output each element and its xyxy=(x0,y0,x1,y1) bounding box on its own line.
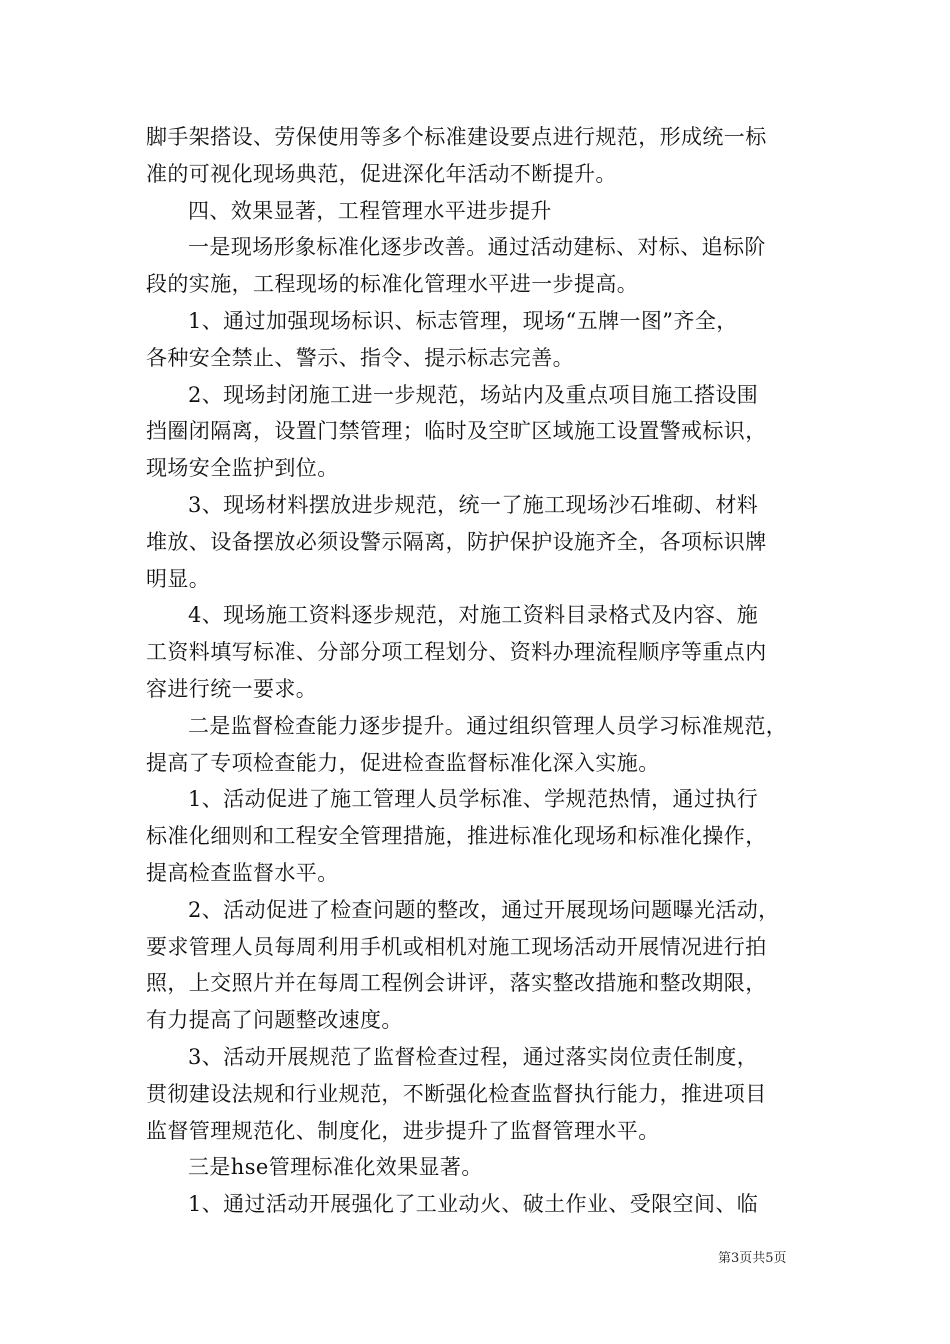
text-line: 工资料填写标准、分部分项工程划分、资料办理流程顺序等重点内 xyxy=(146,640,767,665)
text-line: 照，上交照片并在每周工程例会讲评，落实整改措施和整改期限， xyxy=(146,971,767,996)
text-line: 贯彻建设法规和行业规范，不断强化检查监督执行能力，推进项目 xyxy=(146,1081,767,1106)
page-number: 第3页共5页 xyxy=(718,1251,787,1266)
text-line: 一是现场形象标准化逐步改善。通过活动建标、对标、追标阶 xyxy=(188,235,766,260)
text-line: 要求管理人员每周利用手机或相机对施工现场活动开展情况进行拍 xyxy=(146,934,767,959)
text-line: 明显。 xyxy=(146,566,211,591)
text-line: 容进行统一要求。 xyxy=(146,676,318,701)
text-line: 3、现场材料摆放进步规范，统一了施工现场沙石堆砌、材料 xyxy=(188,492,759,517)
text-line: 提高检查监督水平。 xyxy=(146,860,339,885)
text-line: 1、通过加强现场标识、标志管理，现场“五牌一图”齐全， xyxy=(188,308,738,333)
section-heading: 四、效果显著，工程管理水平进步提升 xyxy=(188,198,552,223)
text-line: 监督管理规范化、制度化，进步提升了监督管理水平。 xyxy=(146,1118,660,1143)
text-line: 提高了专项检查能力，促进检查监督标准化深入实施。 xyxy=(146,750,660,775)
document-body xyxy=(146,119,806,1223)
text-line: 有力提高了问题整改速度。 xyxy=(146,1008,403,1033)
text-line: 1、活动促进了施工管理人员学标准、学规范热情，通过执行 xyxy=(188,787,759,812)
text-line: 1、通过活动开展强化了工业动火、破土作业、受限空间、临 xyxy=(188,1192,759,1217)
text-line: 现场安全监护到位。 xyxy=(146,456,339,481)
text-line: 挡圈闭隔离，设置门禁管理；临时及空旷区域施工设置警戒标识， xyxy=(146,419,767,444)
text-line: 4、现场施工资料逐步规范，对施工资料目录格式及内容、施 xyxy=(188,603,759,628)
text-line: 2、活动促进了检查问题的整改，通过开展现场问题曝光活动， xyxy=(188,897,780,922)
text-line: 准的可视化现场典范，促进深化年活动不断提升。 xyxy=(146,161,617,186)
text-line: 3、活动开展规范了监督检查过程，通过落实岗位责任制度， xyxy=(188,1044,759,1069)
text-line: 各种安全禁止、警示、指令、提示标志完善。 xyxy=(146,345,574,370)
text-line: 二是监督检查能力逐步提升。通过组织管理人员学习标准规范， xyxy=(188,713,788,738)
text-line: 段的实施，工程现场的标准化管理水平进一步提高。 xyxy=(146,272,639,297)
text-line: 三是hse管理标准化效果显著。 xyxy=(188,1155,483,1180)
text-line: 脚手架搭设、劳保使用等多个标准建设要点进行规范，形成统一标 xyxy=(146,125,767,149)
text-line: 标准化细则和工程安全管理措施，推进标准化现场和标准化操作， xyxy=(146,824,767,849)
text-line: 堆放、设备摆放必须设警示隔离，防护保护设施齐全，各项标识牌 xyxy=(146,529,767,554)
text-line: 2、现场封闭施工进一步规范，场站内及重点项目施工搭设围 xyxy=(188,382,759,407)
